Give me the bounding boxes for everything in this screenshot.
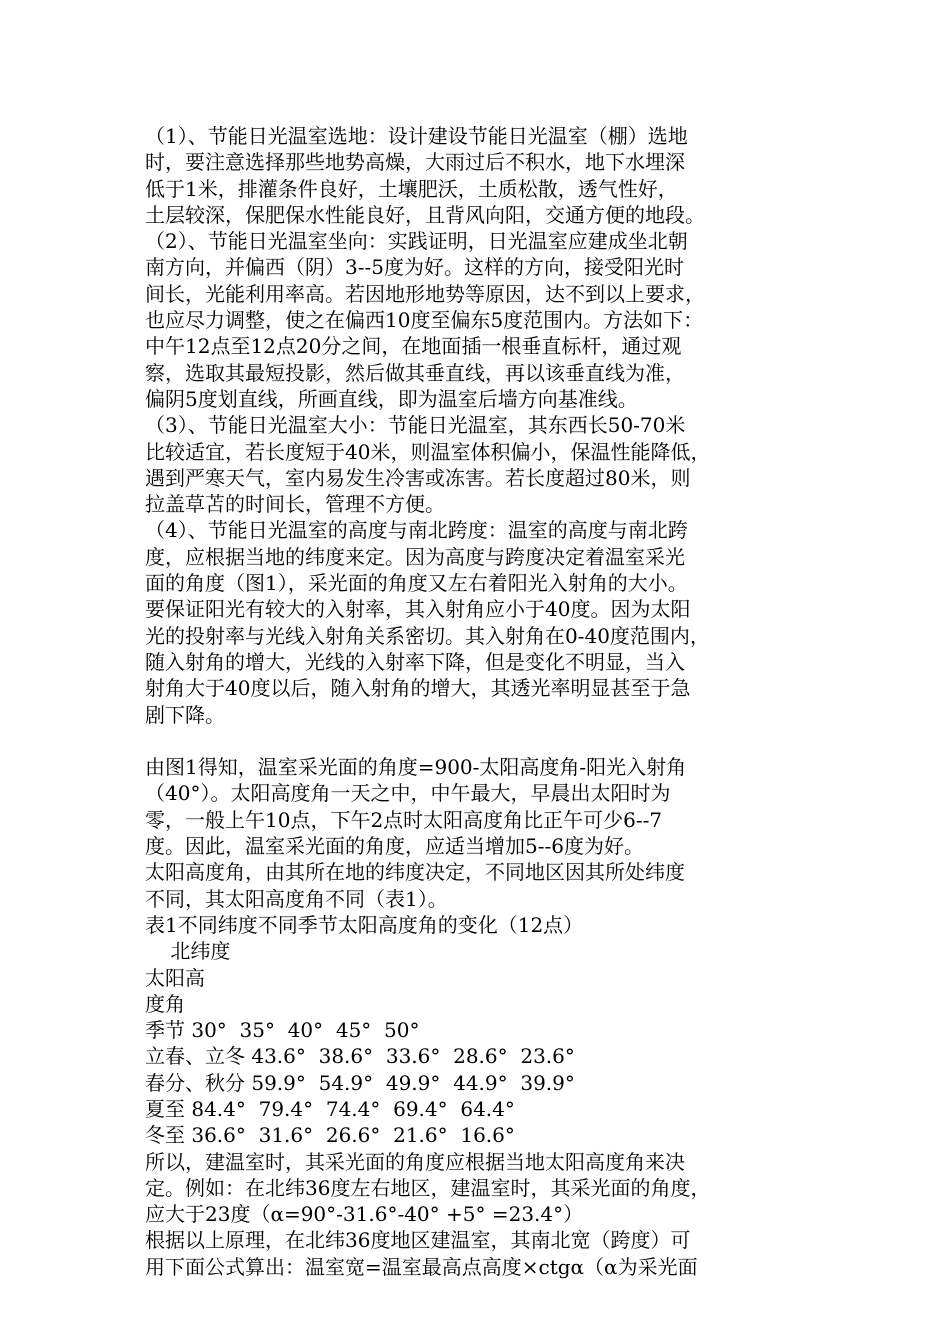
text-line: 南方向，并偏西（阴）3--5度为好。这样的方向，接受阳光时 bbox=[145, 255, 684, 280]
text-line: 要保证阳光有较大的入射率，其入射角应小于40度。因为太阳 bbox=[145, 597, 691, 622]
text-line: 低于1米，排灌条件良好，土壤肥沃，土质松散，透气性好， bbox=[145, 176, 678, 201]
text-line: 定。例如：在北纬36度左右地区，建温室时，其采光面的角度， bbox=[145, 1175, 711, 1200]
text-line: 随入射角的增大，光线的入射率下降，但是变化不明显，当入 bbox=[145, 649, 685, 674]
text-line: 表1不同纬度不同季节太阳高度角的变化（12点） bbox=[145, 912, 584, 937]
text-line: 不同，其太阳高度角不同（表1）。 bbox=[145, 886, 448, 911]
text-line: 土层较深，保肥保水性能良好，且背风向阳，交通方便的地段。 bbox=[145, 202, 705, 227]
text-line: 立春、立冬 43.6° 38.6° 33.6° 28.6° 23.6° bbox=[145, 1044, 575, 1069]
text-line: 所以，建温室时，其采光面的角度应根据当地太阳高度角来决 bbox=[145, 1149, 685, 1174]
text-line: （3）、节能日光温室大小：节能日光温室，其东西长50-70米 bbox=[145, 413, 686, 438]
text-line: 季节 30° 35° 40° 45° 50° bbox=[145, 1018, 420, 1043]
text-line: 应大于23度（α=90°-31.6°-40° +5° =23.4°） bbox=[145, 1202, 584, 1227]
text-line: 遇到严寒天气，室内易发生冷害或冻害。若长度超过80米，则 bbox=[145, 465, 691, 490]
text-line: 拉盖草苫的时间长，管理不方便。 bbox=[145, 492, 445, 517]
text-line: （2）、节能日光温室坐向：实践证明，日光温室应建成坐北朝 bbox=[145, 229, 688, 254]
text-line: 察，选取其最短投影，然后做其垂直线，再以该垂直线为准， bbox=[145, 360, 685, 385]
text-line: 光的投射率与光线入射角关系密切。其入射角在0-40度范围内， bbox=[145, 623, 710, 648]
text-line: 偏阴5度划直线，所画直线，即为温室后墙方向基准线。 bbox=[145, 386, 638, 411]
text-line: 也应尽力调整，使之在偏西10度至偏东5度范围内。方法如下： bbox=[145, 308, 704, 333]
text-line: 中午12点至12点20分之间，在地面插一根垂直标杆，通过观 bbox=[145, 334, 682, 359]
text-line: 北纬度 bbox=[145, 939, 231, 964]
text-line: 用下面公式算出：温室宽=温室最高点高度×ctgα（α为采光面 bbox=[145, 1254, 698, 1279]
text-line: 度，应根据当地的纬度来定。因为高度与跨度决定着温室采光 bbox=[145, 544, 685, 569]
text-line: 剧下降。 bbox=[145, 702, 225, 727]
text-line: 冬至 36.6° 31.6° 26.6° 21.6° 16.6° bbox=[145, 1123, 515, 1148]
text-line: 比较适宜，若长度短于40米，则温室体积偏小，保温性能降低， bbox=[145, 439, 711, 464]
text-line: （4）、节能日光温室的高度与南北跨度：温室的高度与南北跨 bbox=[145, 518, 688, 543]
text-line: 间长，光能利用率高。若因地形地势等原因，达不到以上要求， bbox=[145, 281, 705, 306]
document-body bbox=[145, 123, 820, 1280]
text-line: 太阳高度角，由其所在地的纬度决定，不同地区因其所处纬度 bbox=[145, 860, 685, 885]
text-line: 度角 bbox=[145, 991, 185, 1016]
text-line: 时，要注意选择那些地势高燥，大雨过后不积水，地下水埋深 bbox=[145, 150, 685, 175]
text-line: （40°）。太阳高度角一天之中，中午最大，早晨出太阳时为 bbox=[145, 781, 671, 806]
blank-line bbox=[145, 728, 820, 754]
text-line: 由图1得知，温室采光面的角度=900-太阳高度角-阳光入射角 bbox=[145, 755, 687, 780]
text-line: 射角大于40度以后，随入射角的增大，其透光率明显甚至于急 bbox=[145, 676, 691, 701]
text-line: （1）、节能日光温室选地：设计建设节能日光温室（棚）选地 bbox=[145, 124, 688, 148]
text-line: 太阳高 bbox=[145, 965, 205, 990]
text-line: 度。因此，温室采光面的角度，应适当增加5--6度为好。 bbox=[145, 834, 644, 859]
text-line: 面的角度（图1），采光面的角度又左右着阳光入射角的大小。 bbox=[145, 571, 688, 596]
text-line: 根据以上原理，在北纬36度地区建温室，其南北宽（跨度）可 bbox=[145, 1228, 691, 1253]
text-line: 夏至 84.4° 79.4° 74.4° 69.4° 64.4° bbox=[145, 1096, 515, 1121]
text-line: 春分、秋分 59.9° 54.9° 49.9° 44.9° 39.9° bbox=[145, 1070, 575, 1095]
text-line: 零，一般上午10点，下午2点时太阳高度角比正午可少6--7 bbox=[145, 807, 663, 832]
